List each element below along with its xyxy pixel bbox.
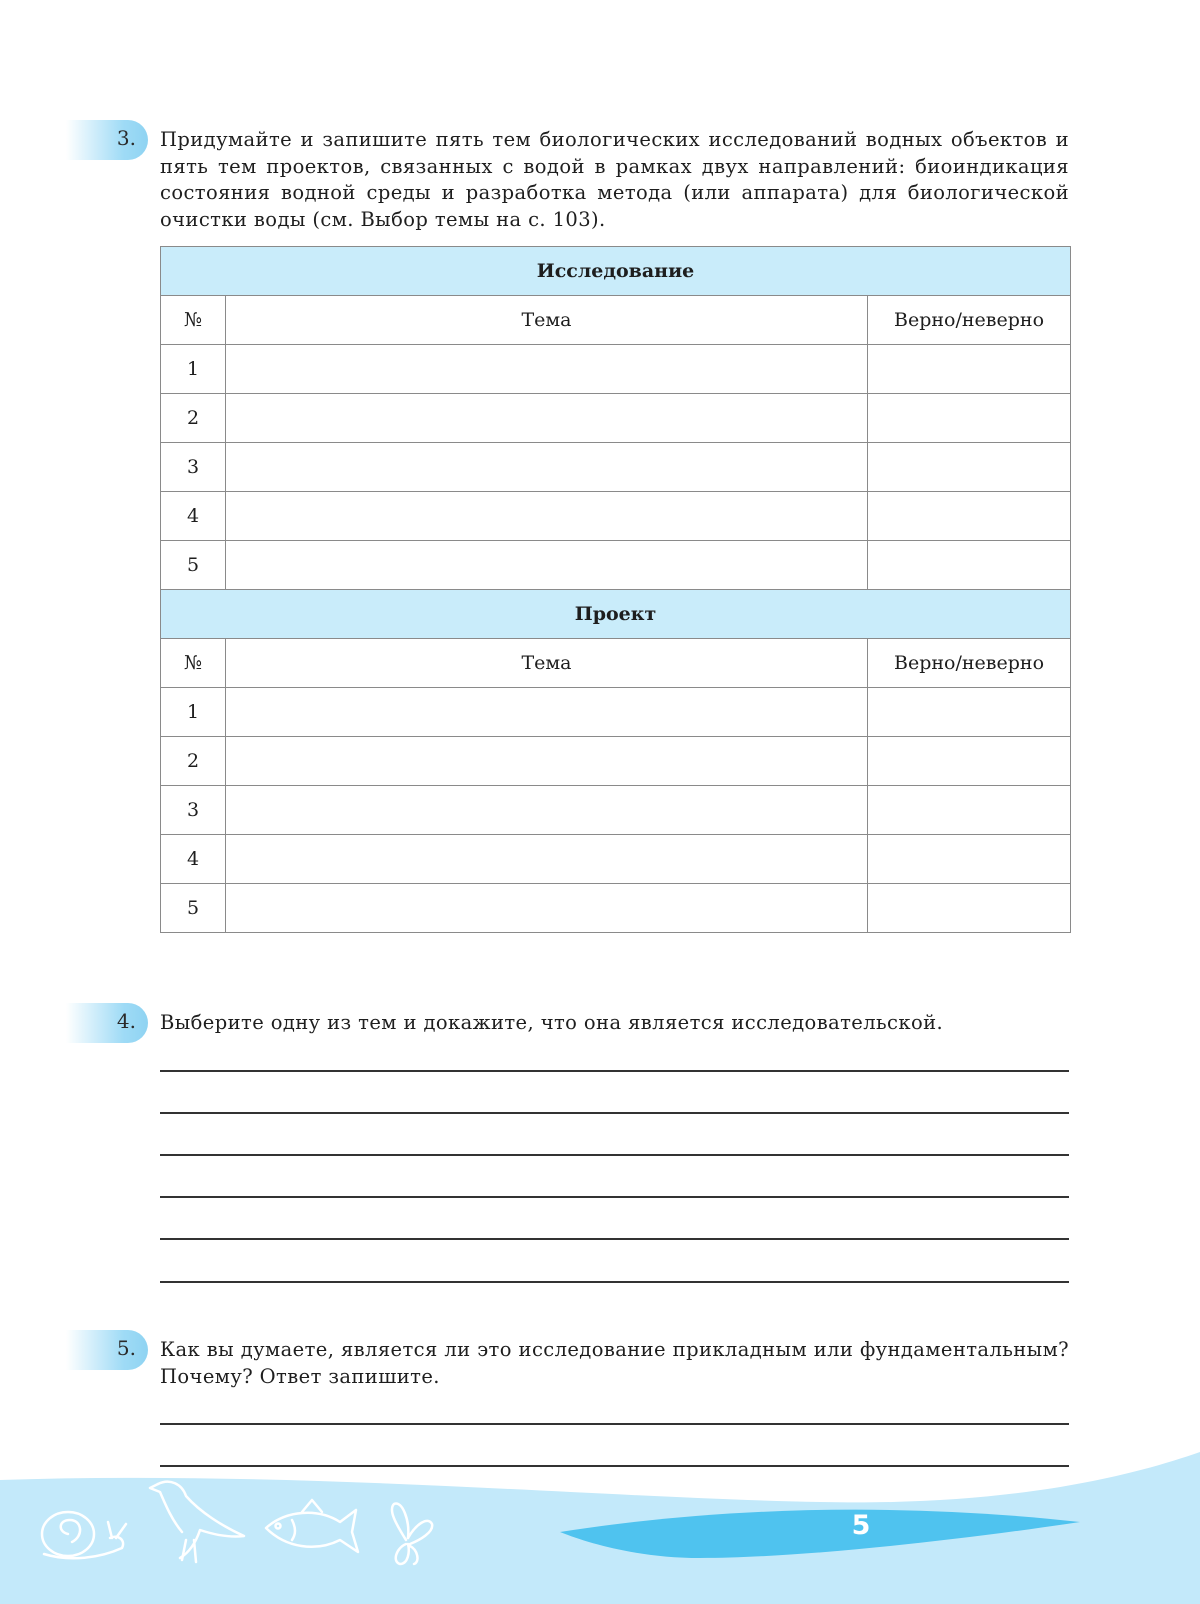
header-row — [161, 296, 1071, 345]
answer-line[interactable] — [160, 1423, 1069, 1425]
table-row — [161, 737, 1071, 786]
answer-line[interactable] — [160, 1281, 1069, 1283]
row-number: 2 — [161, 737, 226, 786]
correct-cell[interactable] — [868, 884, 1071, 933]
row-number: 2 — [161, 394, 226, 443]
table-row — [161, 443, 1071, 492]
correct-cell[interactable] — [868, 835, 1071, 884]
task-text: Придумайте и запишите пять тем биологических исследований водных объектов и пять тем проектов, связанных с водой в рамках двух направлений: биоиндикация состояния водной среды и разработка метода (или аппарата) для биологической очистки воды (см. Выбор темы на с. 103). — [160, 128, 1069, 231]
table-row — [161, 688, 1071, 737]
correct-cell[interactable] — [868, 394, 1071, 443]
table-row — [161, 345, 1071, 394]
row-number: 4 — [161, 835, 226, 884]
topic-cell[interactable] — [226, 541, 868, 590]
topic-cell[interactable] — [226, 786, 868, 835]
correct-cell[interactable] — [868, 443, 1071, 492]
topic-cell[interactable] — [226, 688, 868, 737]
footer-wave — [0, 1440, 1200, 1604]
row-number: 3 — [161, 443, 226, 492]
header-number: № — [161, 639, 226, 688]
header-number: № — [161, 296, 226, 345]
page-number: 5 — [851, 1510, 871, 1541]
header-topic: Тема — [226, 639, 868, 688]
correct-cell[interactable] — [868, 688, 1071, 737]
topic-cell[interactable] — [226, 835, 868, 884]
task-number-badge — [66, 120, 148, 160]
row-number: 1 — [161, 688, 226, 737]
correct-cell[interactable] — [868, 786, 1071, 835]
topics-table — [160, 246, 1071, 933]
topic-cell[interactable] — [226, 394, 868, 443]
task-number: 4. — [116, 1009, 136, 1033]
correct-cell[interactable] — [868, 492, 1071, 541]
task-text: Выберите одну из тем и докажите, что она является исследовательской. — [160, 1011, 944, 1034]
task-number-badge — [66, 1330, 148, 1370]
row-number: 5 — [161, 884, 226, 933]
table-row — [161, 492, 1071, 541]
correct-cell[interactable] — [868, 541, 1071, 590]
task-number: 5. — [116, 1336, 136, 1360]
table-row — [161, 884, 1071, 933]
header-correct: Верно/неверно — [868, 296, 1071, 345]
task-text: Как вы думаете, является ли это исследование прикладным или фундаментальным? Почему? Ответ запишите. — [160, 1338, 1069, 1388]
topic-cell[interactable] — [226, 492, 868, 541]
topic-cell[interactable] — [226, 737, 868, 786]
row-number: 1 — [161, 345, 226, 394]
row-number: 3 — [161, 786, 226, 835]
correct-cell[interactable] — [868, 345, 1071, 394]
header-topic: Тема — [226, 296, 868, 345]
table-row — [161, 835, 1071, 884]
table-row — [161, 541, 1071, 590]
table-row — [161, 394, 1071, 443]
section-row-project — [161, 590, 1071, 639]
section-title-project: Проект — [161, 590, 1071, 639]
section-title-research: Исследование — [161, 247, 1071, 296]
header-row — [161, 639, 1071, 688]
topic-cell[interactable] — [226, 345, 868, 394]
answer-line[interactable] — [160, 1238, 1069, 1240]
section-row-research — [161, 247, 1071, 296]
answer-line[interactable] — [160, 1112, 1069, 1114]
header-correct: Верно/неверно — [868, 639, 1071, 688]
topic-cell[interactable] — [226, 443, 868, 492]
task-number: 3. — [116, 126, 136, 150]
row-number: 4 — [161, 492, 226, 541]
row-number: 5 — [161, 541, 226, 590]
answer-line[interactable] — [160, 1196, 1069, 1198]
answer-line[interactable] — [160, 1070, 1069, 1072]
table-row — [161, 786, 1071, 835]
task-number-badge — [66, 1003, 148, 1043]
topic-cell[interactable] — [226, 884, 868, 933]
correct-cell[interactable] — [868, 737, 1071, 786]
answer-line[interactable] — [160, 1154, 1069, 1156]
